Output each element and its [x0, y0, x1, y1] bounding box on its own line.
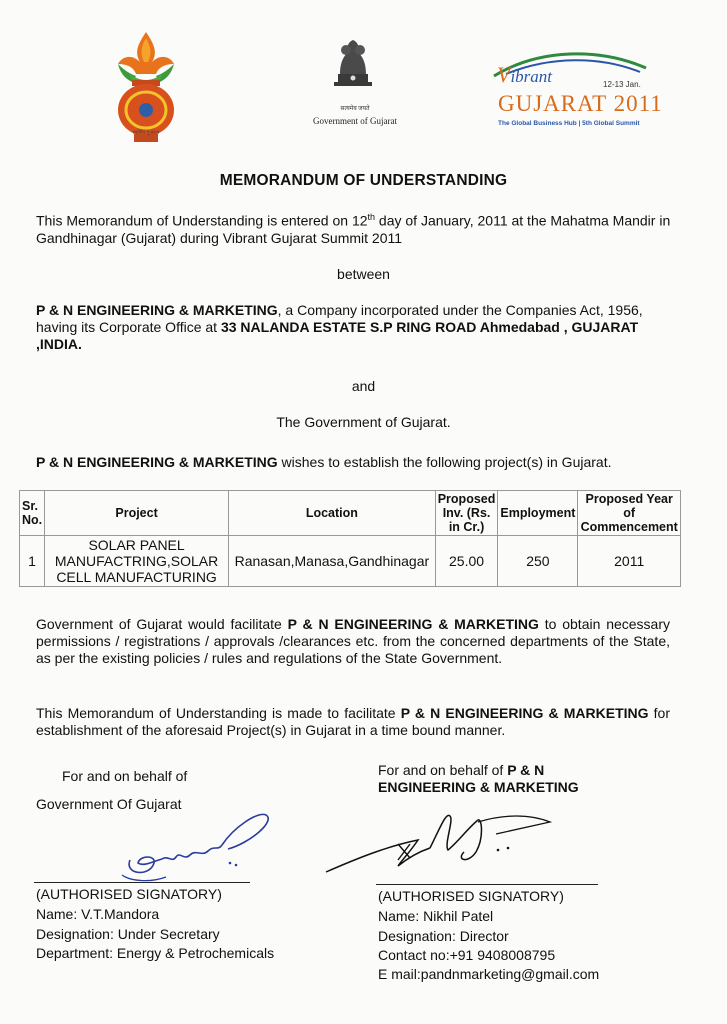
- col-header-location: Location: [229, 491, 436, 536]
- right-signatory-email: E mail:pandnmarketing@gmail.com: [378, 966, 600, 982]
- col-header-project: Project: [45, 491, 229, 536]
- left-signatory-department: Department: Energy & Petrochemicals: [36, 945, 275, 961]
- summit-dates: 12-13 Jan.: [603, 80, 641, 89]
- cell-employment: 250: [498, 536, 578, 587]
- left-signatory-designation: Designation: Under Secretary: [36, 926, 220, 942]
- left-authorised-signatory: (AUTHORISED SIGNATORY): [36, 886, 222, 902]
- right-authorised-signatory: (AUTHORISED SIGNATORY): [378, 888, 564, 904]
- cell-year: 2011: [578, 536, 681, 587]
- right-signatory-name: Name: Nikhil Patel: [378, 908, 494, 924]
- table-header-row: [20, 491, 681, 536]
- col-header-year: Proposed Year of Commencement: [578, 491, 681, 536]
- right-behalf-line1: For and on behalf of P & N: [378, 762, 545, 778]
- emblem-caption: Government of Gujarat: [313, 116, 397, 126]
- document-title: MEMORANDUM OF UNDERSTANDING: [219, 172, 508, 189]
- party1-paragraph: P & N ENGINEERING & MARKETING, a Company incorporated under the Companies Act, 1956, having its Corporate Office at 33 NALANDA ESTATE S.P RING ROAD Ahmedabad , GUJARAT ,INDIA.: [36, 302, 643, 352]
- ashoka-emblem-logo: [330, 34, 376, 96]
- gujarat-2011-logo: GUJARAT 2011: [498, 91, 663, 116]
- emblem-motto: सत्यमेव जयते: [340, 106, 370, 112]
- and-text: and: [351, 378, 376, 394]
- cell-sr: 1: [20, 536, 45, 587]
- left-behalf-line2: Government Of Gujarat: [36, 796, 182, 812]
- cell-location: Ranasan,Manasa,Gandhinagar: [229, 536, 436, 587]
- wishes-paragraph: P & N ENGINEERING & MARKETING wishes to establish the following project(s) in Gujarat.: [36, 454, 612, 470]
- purpose-paragraph: This Memorandum of Understanding is made to facilitate P & N ENGINEERING & MARKETING for establishment of the aforesaid Project(s) in Gujarat in a time bound manner.: [36, 705, 670, 738]
- col-header-employment: Employment: [498, 491, 578, 536]
- right-signatory-contact: Contact no:+91 9408008795: [378, 947, 556, 963]
- col-header-sr: Sr. No.: [20, 491, 45, 536]
- col-header-investment: Proposed Inv. (Rs. in Cr.): [435, 491, 498, 536]
- left-signature-line: [34, 882, 250, 883]
- left-behalf-line1: For and on behalf of: [62, 768, 188, 784]
- kalash-caption: स्वर्णिम गुजरात: [132, 130, 160, 136]
- right-handwritten-signature: [318, 808, 568, 880]
- left-handwritten-signature: [110, 805, 280, 885]
- facilitate-paragraph: Government of Gujarat would facilitate P & N ENGINEERING & MARKETING to obtain necessary permissions / registrations / approvals /clearances etc. from the concerned departments of the State, as per the existing policies / rules and regulations of the State Government.: [36, 616, 670, 666]
- vibrant-logo-text: Vibrant: [497, 62, 553, 87]
- left-signatory-name: Name: V.T.Mandora: [36, 906, 160, 922]
- summit-tagline: The Global Business Hub | 5th Global Summit: [498, 120, 640, 127]
- project-table: [19, 490, 681, 587]
- right-signature-line: [376, 884, 598, 885]
- between-text: between: [337, 266, 390, 282]
- right-behalf-line2: ENGINEERING & MARKETING: [378, 779, 579, 795]
- party2-text: The Government of Gujarat.: [276, 414, 451, 430]
- cell-project: SOLAR PANEL MANUFACTRING,SOLAR CELL MANUFACTURING: [45, 536, 229, 587]
- table-row: [20, 536, 681, 587]
- cell-investment: 25.00: [435, 536, 498, 587]
- intro-paragraph: This Memorandum of Understanding is entered on 12th day of January, 2011 at the Mahatma Mandir in Gandhinagar (Gujarat) during Vibrant Gujarat Summit 2011: [36, 212, 671, 246]
- right-signatory-designation: Designation: Director: [378, 928, 509, 944]
